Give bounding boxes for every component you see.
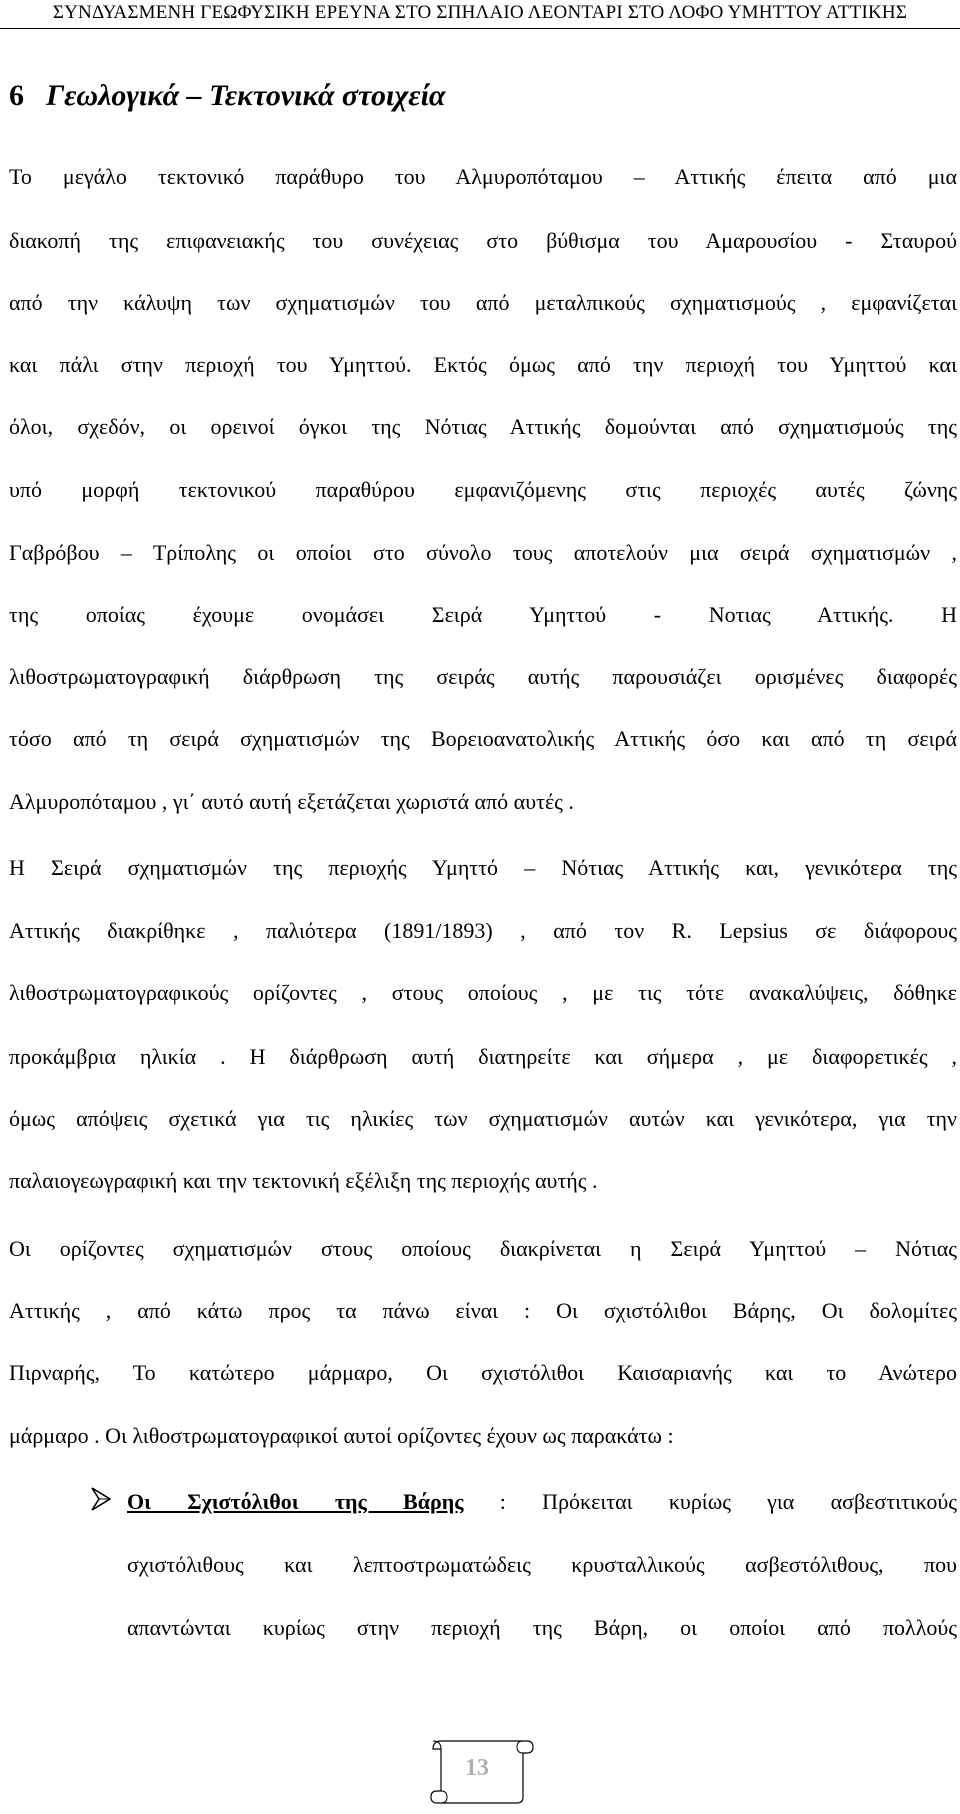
section-number: 6	[9, 79, 24, 112]
running-header: ΣΥΝΔΥΑΣΜΕΝΗ ΓΕΩΦΥΣΙΚΗ ΕΡΕΥΝΑ ΣΤΟ ΣΠΗΛΑΙΟ ΛΕΟΝΤΑΡΙ ΣΤΟ ΛΟΦΟ ΥΜΗΤΤΟΥ ΑΤΤΙΚΗΣ	[52, 2, 908, 23]
paragraph2-line: Αττικής διακρίθηκε , παλιότερα (1891/1893) , από τον R. Lepsius σε διάφορους	[9, 918, 957, 943]
header-divider	[0, 28, 960, 29]
page-number: 13	[465, 1755, 489, 1781]
paragraph1-line: όλοι, σχεδόν, οι ορεινοί όγκοι της Νότιας Αττικής δομούνται από σχηματισμούς της	[9, 414, 957, 439]
paragraph1-line: και πάλι στην περιοχή του Υμηττού. Εκτός όμως από την περιοχή του Υμηττού και	[9, 352, 957, 377]
section-title: Γεωλογικά – Τεκτονικά στοιχεία	[46, 79, 446, 112]
bullet-first-line	[127, 1487, 957, 1517]
paragraph1-line: υπό μορφή τεκτονικού παραθύρου εμφανιζόμενης στις περιοχές αυτές ζώνης	[9, 477, 957, 502]
paragraph2-line: λιθοστρωματογραφικούς ορίζοντες , στους οποίους , με τις τότε ανακαλύψεις, δόθηκε	[9, 980, 957, 1005]
page-number-scroll	[427, 1737, 537, 1805]
paragraph3-line: Πιρναρής, Το κατώτερο μάρμαρο, Οι σχιστόλιθοι Καισαριανής και το Ανώτερο	[9, 1360, 957, 1385]
paragraph1-line: διακοπή της επιφανειακής του συνέχειας στο βύθισμα του Αμαρουσίου - Σταυρού	[9, 228, 957, 253]
paragraph1-line: λιθοστρωματογραφική διάρθρωση της σειράς αυτής παρουσιάζει ορισμένες διαφορές	[9, 664, 957, 689]
bullet-continuation-line: σχιστόλιθους και λεπτοστρωματώδεις κρυσταλλικούς ασβεστόλιθους, που	[127, 1552, 957, 1577]
paragraph1-line: Αλμυροπόταμου , γι΄ αυτό αυτή εξετάζεται χωριστά από αυτές .	[9, 789, 574, 814]
paragraph2-line: Η Σειρά σχηματισμών της περιοχής Υμηττό – Νότιας Αττικής και, γενικότερα της	[9, 855, 957, 880]
paragraph2-line: όμως απόψεις σχετικά για τις ηλικίες των σχηματισμών αυτών και γενικότερα, για την	[9, 1106, 957, 1131]
paragraph2-line: παλαιογεωγραφική και την τεκτονική εξέλιξη της περιοχής αυτής .	[9, 1168, 598, 1193]
paragraph3-line: μάρμαρο . Οι λιθοστρωματογραφικοί αυτοί ορίζοντες έχουν ως παρακάτω :	[9, 1423, 674, 1448]
bullet-term: Οι Σχιστόλιθοι της Βάρης	[127, 1489, 464, 1514]
arrowhead-bullet-icon	[91, 1487, 111, 1511]
bullet-continuation-line: απαντώνται κυρίως στην περιοχή της Βάρη, οι οποίοι από πολλούς	[127, 1615, 957, 1640]
paragraph1-line: της οποίας έχουμε ονομάσει Σειρά Υμηττού - Νοτιας Αττικής. Η	[9, 602, 957, 627]
paragraph1-line: από την κάλυψη των σχηματισμών του από μεταλπικούς σχηματισμούς , εμφανίζεται	[9, 290, 957, 315]
paragraph3-line: Αττικής , από κάτω προς τα πάνω είναι : Οι σχιστόλιθοι Βάρης, Οι δολομίτες	[9, 1298, 957, 1323]
section-heading	[9, 79, 446, 113]
paragraph1-line: Το μεγάλο τεκτονικό παράθυρο του Αλμυροπόταμου – Αττικής έπειτα από μια	[9, 164, 957, 189]
bullet-text: : Πρόκειται κυρίως για ασβεστιτικούς	[463, 1489, 957, 1514]
paragraph1-line: τόσο από τη σειρά σχηματισμών της Βορειοανατολικής Αττικής όσο και από τη σειρά	[9, 726, 957, 751]
paragraph3-line: Οι ορίζοντες σχηματισμών στους οποίους διακρίνεται η Σειρά Υμηττού – Νότιας	[9, 1236, 957, 1261]
paragraph1-line: Γαβρόβου – Τρίπολης οι οποίοι στο σύνολο τους αποτελούν μια σειρά σχηματισμών ,	[9, 540, 957, 565]
paragraph2-line: προκάμβρια ηλικία . Η διάρθρωση αυτή διατηρείτε και σήμερα , με διαφορετικές ,	[9, 1044, 957, 1069]
